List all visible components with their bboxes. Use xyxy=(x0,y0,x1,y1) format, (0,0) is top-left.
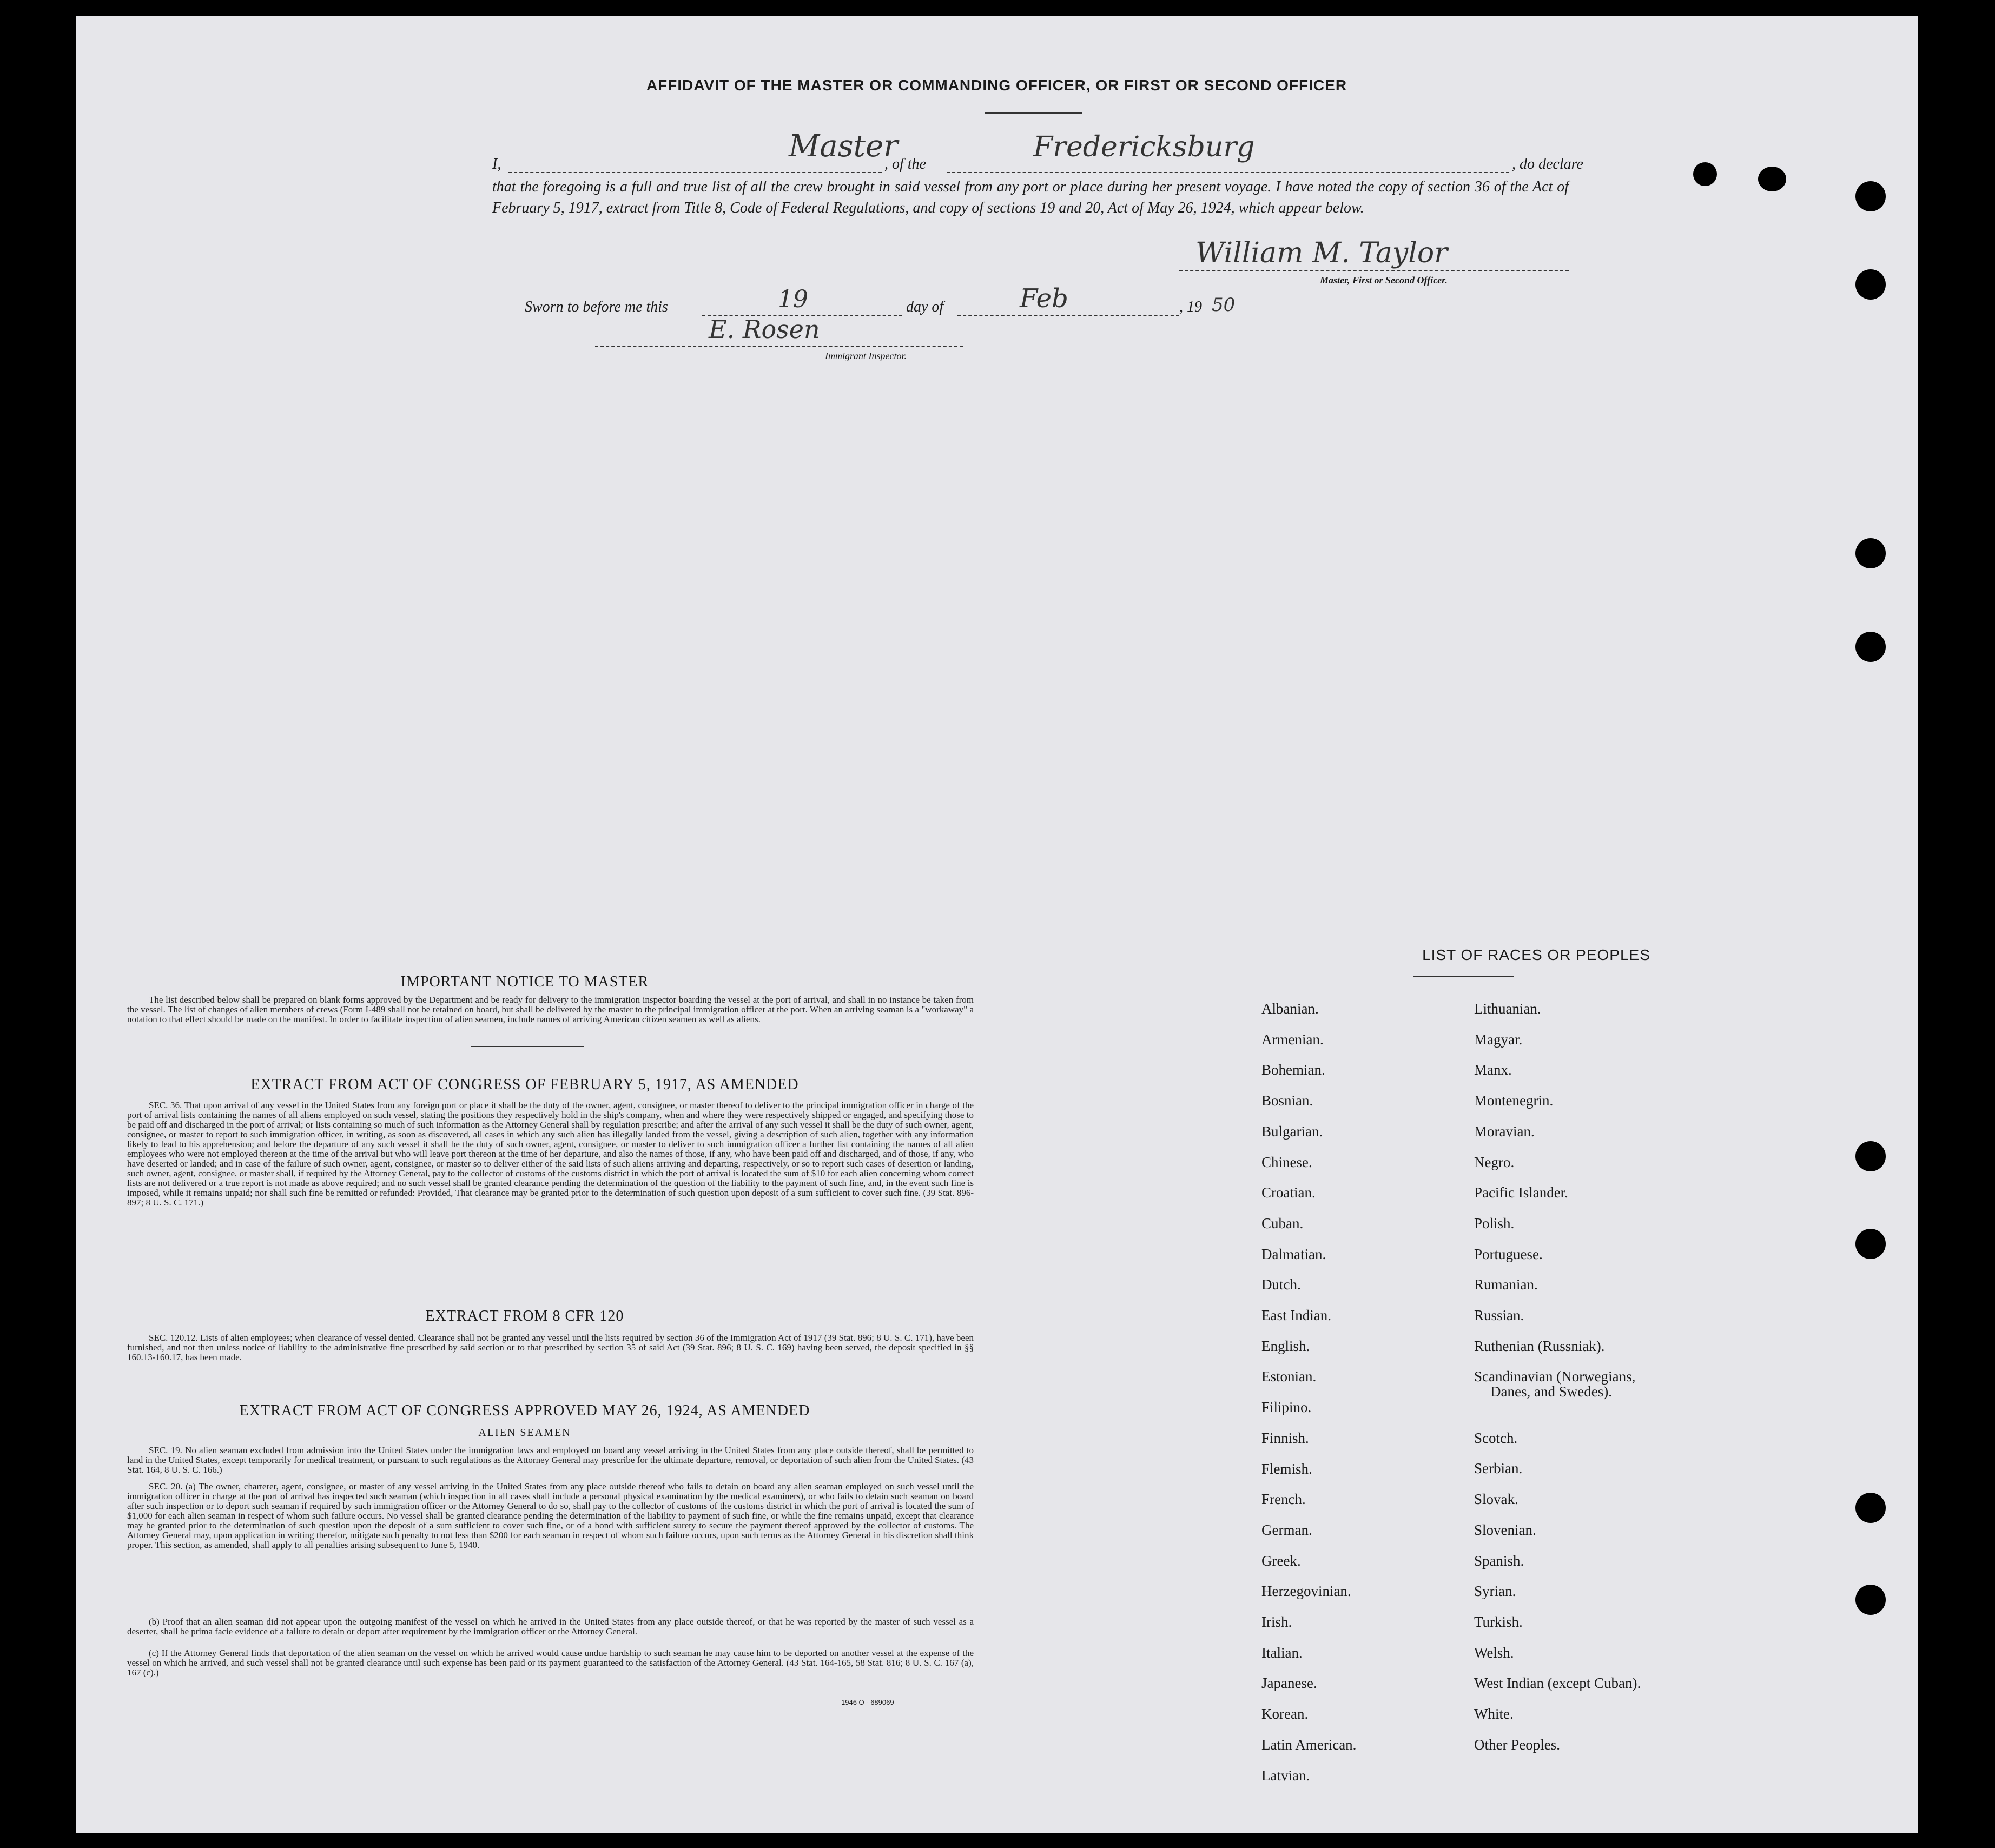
extract-1924-paragraph-2: SEC. 20. (a) The owner, charterer, agent, consignee, or master of any vessel arriving in the United States from any place outside thereof who fails to detain on board any alien seaman employed on such vessel until the immigration officer in charge at the port of arrival has inspected such seaman (which inspection in all cases shall include a personal physical examination by the medical examiners), or who fails to detain such seaman on board after such inspection or to deport such seaman if required by such immigration officer or the Attorney General to do so, shall pay to the collector of customs of the customs district in which the port of arrival is located the sum of $1,000 for each alien seaman in respect of whom such failure occurs. No vessel shall be granted clearance pending the determination of the liability to payment of such fine, or while the fine remains unpaid, except that clearance may be granted prior to the determination of such question upon the deposit of a sum sufficient to cover such fine, or of a bond with sufficient surety to secure the payment thereof approved by the collector of customs. The Attorney General may, upon application in writing therefor, mitigate such penalty to not less than $200 for each seaman in respect of whom such failure occurs, upon such terms as the Attorney General in his discretion shall think proper. This section, as amended, shall apply to all penalties arising subsequent to June 5, 1940. xyxy=(127,1481,974,1550)
race-item-left: Flemish. xyxy=(1261,1461,1312,1477)
race-item-left: Filipino. xyxy=(1261,1399,1312,1415)
vessel-handwritten: Fredericksburg xyxy=(1033,131,1255,163)
race-item-left: Bohemian. xyxy=(1261,1062,1325,1078)
race-item-left: Cuban. xyxy=(1261,1215,1304,1231)
race-item-right: Ruthenian (Russniak). xyxy=(1474,1338,1605,1354)
race-item-left: Armenian. xyxy=(1261,1031,1324,1048)
notice-divider xyxy=(471,1046,584,1047)
punch-hole-7 xyxy=(1855,1493,1886,1523)
punch-hole-3 xyxy=(1855,538,1886,568)
race-item-right: Slovenian. xyxy=(1474,1522,1536,1538)
punch-hole-6 xyxy=(1855,1229,1886,1259)
race-item-right: Manx. xyxy=(1474,1062,1512,1078)
race-item-left: Bulgarian. xyxy=(1261,1123,1323,1140)
race-item-left: Estonian. xyxy=(1261,1368,1317,1385)
race-item-right: Polish. xyxy=(1474,1215,1515,1231)
inspector-caption: Immigrant Inspector. xyxy=(825,350,907,361)
race-item-left: Albanian. xyxy=(1261,1001,1319,1017)
document-page xyxy=(76,16,1918,1833)
punch-hole-8 xyxy=(1855,1585,1886,1615)
affidavit-i-label: I, xyxy=(492,156,501,173)
punch-hole-4 xyxy=(1855,632,1886,662)
of-the-label: , of the xyxy=(884,156,926,173)
race-item-left: Dalmatian. xyxy=(1261,1246,1326,1262)
race-item-left: Chinese. xyxy=(1261,1154,1312,1170)
extract-cfr-title: EXTRACT FROM 8 CFR 120 xyxy=(425,1308,624,1324)
race-item-right: Rumanian. xyxy=(1474,1276,1538,1293)
race-item-left: Dutch. xyxy=(1261,1276,1301,1293)
ink-blot-2 xyxy=(1758,167,1786,191)
extract-1917-title: EXTRACT FROM ACT OF CONGRESS OF FEBRUARY 5, 1917, AS AMENDED xyxy=(250,1076,799,1093)
race-item-left: Latvian. xyxy=(1261,1767,1310,1784)
race-item-right: Serbian. xyxy=(1474,1460,1523,1476)
title-underline xyxy=(985,112,1082,114)
extract-1924-paragraph-4: (c) If the Attorney General finds that deportation of the alien seaman on the vessel on which he arrived would cause undue hardship to such seaman he may cause him to be deported on another vessel at the expense of the vessel on which he arrived, and such vessel shall not be granted clearance until such expense has been paid or its payment guaranteed to the satisfaction of the Attorney General. (43 Stat. 164-165, 58 Stat. 816; 8 U. S. C. 167 (a), 167 (c).) xyxy=(127,1648,974,1678)
master-signature-caption: Master, First or Second Officer. xyxy=(1320,275,1448,286)
sworn-month: Feb xyxy=(1020,283,1068,314)
race-item-right: Other Peoples. xyxy=(1474,1737,1560,1753)
do-declare-label: , do declare xyxy=(1512,156,1583,173)
race-item-right: Turkish. xyxy=(1474,1614,1523,1630)
race-item-left: Finnish. xyxy=(1261,1430,1309,1446)
sworn-label: Sworn to before me this xyxy=(525,299,668,315)
punch-hole-2 xyxy=(1855,269,1886,300)
race-item-right: Lithuanian. xyxy=(1474,1001,1541,1017)
race-item-left: Latin American. xyxy=(1261,1737,1357,1753)
affidavit-title: AFFIDAVIT OF THE MASTER OR COMMANDING OFFICER, OR FIRST OR SECOND OFFICER xyxy=(646,77,1347,94)
year-suffix: 50 xyxy=(1212,294,1236,316)
race-item-right: Scandinavian (Norwegians, xyxy=(1474,1368,1636,1385)
extract-1924-paragraph-3: (b) Proof that an alien seaman did not appear upon the outgoing manifest of the vessel on which he arrived in the United States from any place outside thereof, or that he was reported by the master of such vessel as a deserter, shall be prima facie evidence of a failure to detain or deport after requirement by the immigration officer or the Attorney General. xyxy=(127,1617,974,1637)
notice-body: The list described below shall be prepared on blank forms approved by the Department and be ready for delivery to the immigration inspector boarding the vessel at the port of arrival, and shall in no instance be taken from the vessel. The list of changes of alien members of crews (Form I-489 shall not be retained on board, but shall be delivered by the master to the principal immigration officer at the port. When an arriving seaman is a "workaway" a notation to that effect should be made on the manifest. In order to facilitate inspection of alien seamen, include names of arriving American citizen seamen as well as aliens. xyxy=(127,995,974,1024)
race-item-right: Syrian. xyxy=(1474,1583,1516,1599)
race-item-left: Korean. xyxy=(1261,1706,1309,1722)
ink-blot-1 xyxy=(1693,162,1717,186)
master-signature: William M. Taylor xyxy=(1195,237,1448,269)
rank-handwritten: Master xyxy=(789,129,898,164)
race-item-left: German. xyxy=(1261,1522,1312,1538)
race-item-right: Montenegrin. xyxy=(1474,1092,1554,1109)
race-item-left: Croatian. xyxy=(1261,1184,1316,1201)
race-item-left: Bosnian. xyxy=(1261,1092,1313,1109)
punch-hole-1 xyxy=(1855,181,1886,211)
race-item-left: English. xyxy=(1261,1338,1310,1354)
sworn-month-line xyxy=(957,291,1179,316)
race-item-left: Herzegovinian. xyxy=(1261,1583,1351,1599)
print-code: 1946 O - 689069 xyxy=(841,1698,894,1706)
race-item-left: Italian. xyxy=(1261,1645,1303,1661)
race-item-right: Scotch. xyxy=(1474,1430,1518,1446)
notice-title: IMPORTANT NOTICE TO MASTER xyxy=(400,973,649,990)
race-item-left: Japanese. xyxy=(1261,1675,1317,1691)
race-item-right: West Indian (except Cuban). xyxy=(1474,1675,1641,1691)
race-item-left: Greek. xyxy=(1261,1553,1301,1569)
extract-1924-paragraph-1: SEC. 19. No alien seaman excluded from admission into the United States under the immigration laws and employed on board any vessel arriving in the United States from any place outside thereof, shall be permitted to land in the United States, except temporarily for medical treatment, or pursuant to such regulations as the Attorney General may prescribe for the ultimate departure, removal, or deportation of such alien from the United States. (43 Stat. 164, 8 U. S. C. 166.) xyxy=(127,1445,974,1475)
race-item-right: Slovak. xyxy=(1474,1491,1518,1507)
race-item-left: East Indian. xyxy=(1261,1307,1331,1323)
day-of-label: day of xyxy=(906,299,944,315)
race-item-right: Moravian. xyxy=(1474,1123,1535,1140)
race-item-right: Portuguese. xyxy=(1474,1246,1543,1262)
race-item-right: Danes, and Swedes). xyxy=(1490,1383,1612,1400)
race-item-right: Russian. xyxy=(1474,1307,1524,1323)
races-title: LIST OF RACES OR PEOPLES xyxy=(1422,946,1650,963)
extract-1924-title: EXTRACT FROM ACT OF CONGRESS APPROVED MAY 26, 1924, AS AMENDED xyxy=(239,1402,810,1419)
extract-cfr-body: SEC. 120.12. Lists of alien employees; when clearance of vessel denied. Clearance shall not be granted any vessel until the lists required by section 36 of the Immigration Act of 1917 (39 Stat. 896; 8 U. S. C. 171), have been furnished, and not then unless notice of liability to the administrative fine prescribed by said section or to that prescribed by section 35 of said Act (39 Stat. 896; 8 U. S. C. 169) having been served, the deposit specified in §§ 160.13-160.17, has been made. xyxy=(127,1333,974,1362)
race-item-right: Magyar. xyxy=(1474,1031,1523,1048)
race-item-left: French. xyxy=(1261,1491,1306,1507)
affidavit-body: that the foregoing is a full and true list of all the crew brought in said vessel from any port or place during her present voyage. I have noted the copy of section 36 of the Act of February 5, 1917, extract from Title 8, Code of Federal Regulations, and copy of sections 19 and 20, Act of May 26, 1924, which appear below. xyxy=(492,178,1569,216)
extract-1924-subtitle: ALIEN SEAMEN xyxy=(478,1427,571,1439)
race-item-right: Negro. xyxy=(1474,1154,1515,1170)
extract-1917-body: SEC. 36. That upon arrival of any vessel in the United States from any foreign port or place it shall be the duty of the owner, agent, consignee, or master thereof to deliver to the principal immigration officer in charge of the port of arrival lists containing the names of all aliens employed on such vessel, stating the positions they respectively hold in the ship's company, when and where they were respectively shipped or engaged, and specifying those to be paid off and discharged in the port of arrival; or lists containing so much of such information as the Attorney General shall by regulation prescribe; and after the arrival of any such vessel it shall be the duty of such owner, agent, consignee, or master to report to such immigration officer, in writing, as soon as discovered, all cases in which any such alien has illegally landed from the vessel, giving a description of such alien, together with any information likely to lead to his apprehension; and before the departure of any such vessel it shall be the duty of such owner, agent, consignee, or master to deliver to such immigration officer a further list containing the names of all alien employees who were not employed thereon at the time of the arrival but who will leave port thereon at the time of her departure, and also the names of those, if any, who have been paid off and discharged, and of those, if any, who have deserted or landed; and in case of the failure of such owner, agent, consignee, or master so to deliver either of the said lists of such aliens arriving and departing, respectively, or so to report such cases of desertion or landing, such owner, agent, consignee, or master shall, if required by the Attorney General, pay to the collector of customs of the customs district in which the port of arrival is located the sum of $10 for each alien concerning whom correct lists are not delivered or a true report is not made as above required; and no such vessel shall be granted clearance pending the determination of the question of the liability to the payment of such fine, and, in the event such fine is imposed, while it remains unpaid; nor shall such fine be remitted or refunded: Provided, That clearance may be granted prior to the determination of such question upon deposit of a sum sufficient to cover such fine. (39 Stat. 896-897; 8 U. S. C. 171.) xyxy=(127,1100,974,1208)
race-item-right: Spanish. xyxy=(1474,1553,1524,1569)
punch-hole-5 xyxy=(1855,1141,1886,1171)
sworn-day: 19 xyxy=(778,286,808,313)
inspector-signature: E. Rosen xyxy=(709,315,820,344)
race-item-right: Welsh. xyxy=(1474,1645,1514,1661)
race-item-right: White. xyxy=(1474,1706,1514,1722)
year-prefix: , 19 xyxy=(1179,299,1202,315)
race-item-right: Pacific Islander. xyxy=(1474,1184,1568,1201)
races-title-underline xyxy=(1413,976,1514,977)
race-item-left: Irish. xyxy=(1261,1614,1292,1630)
